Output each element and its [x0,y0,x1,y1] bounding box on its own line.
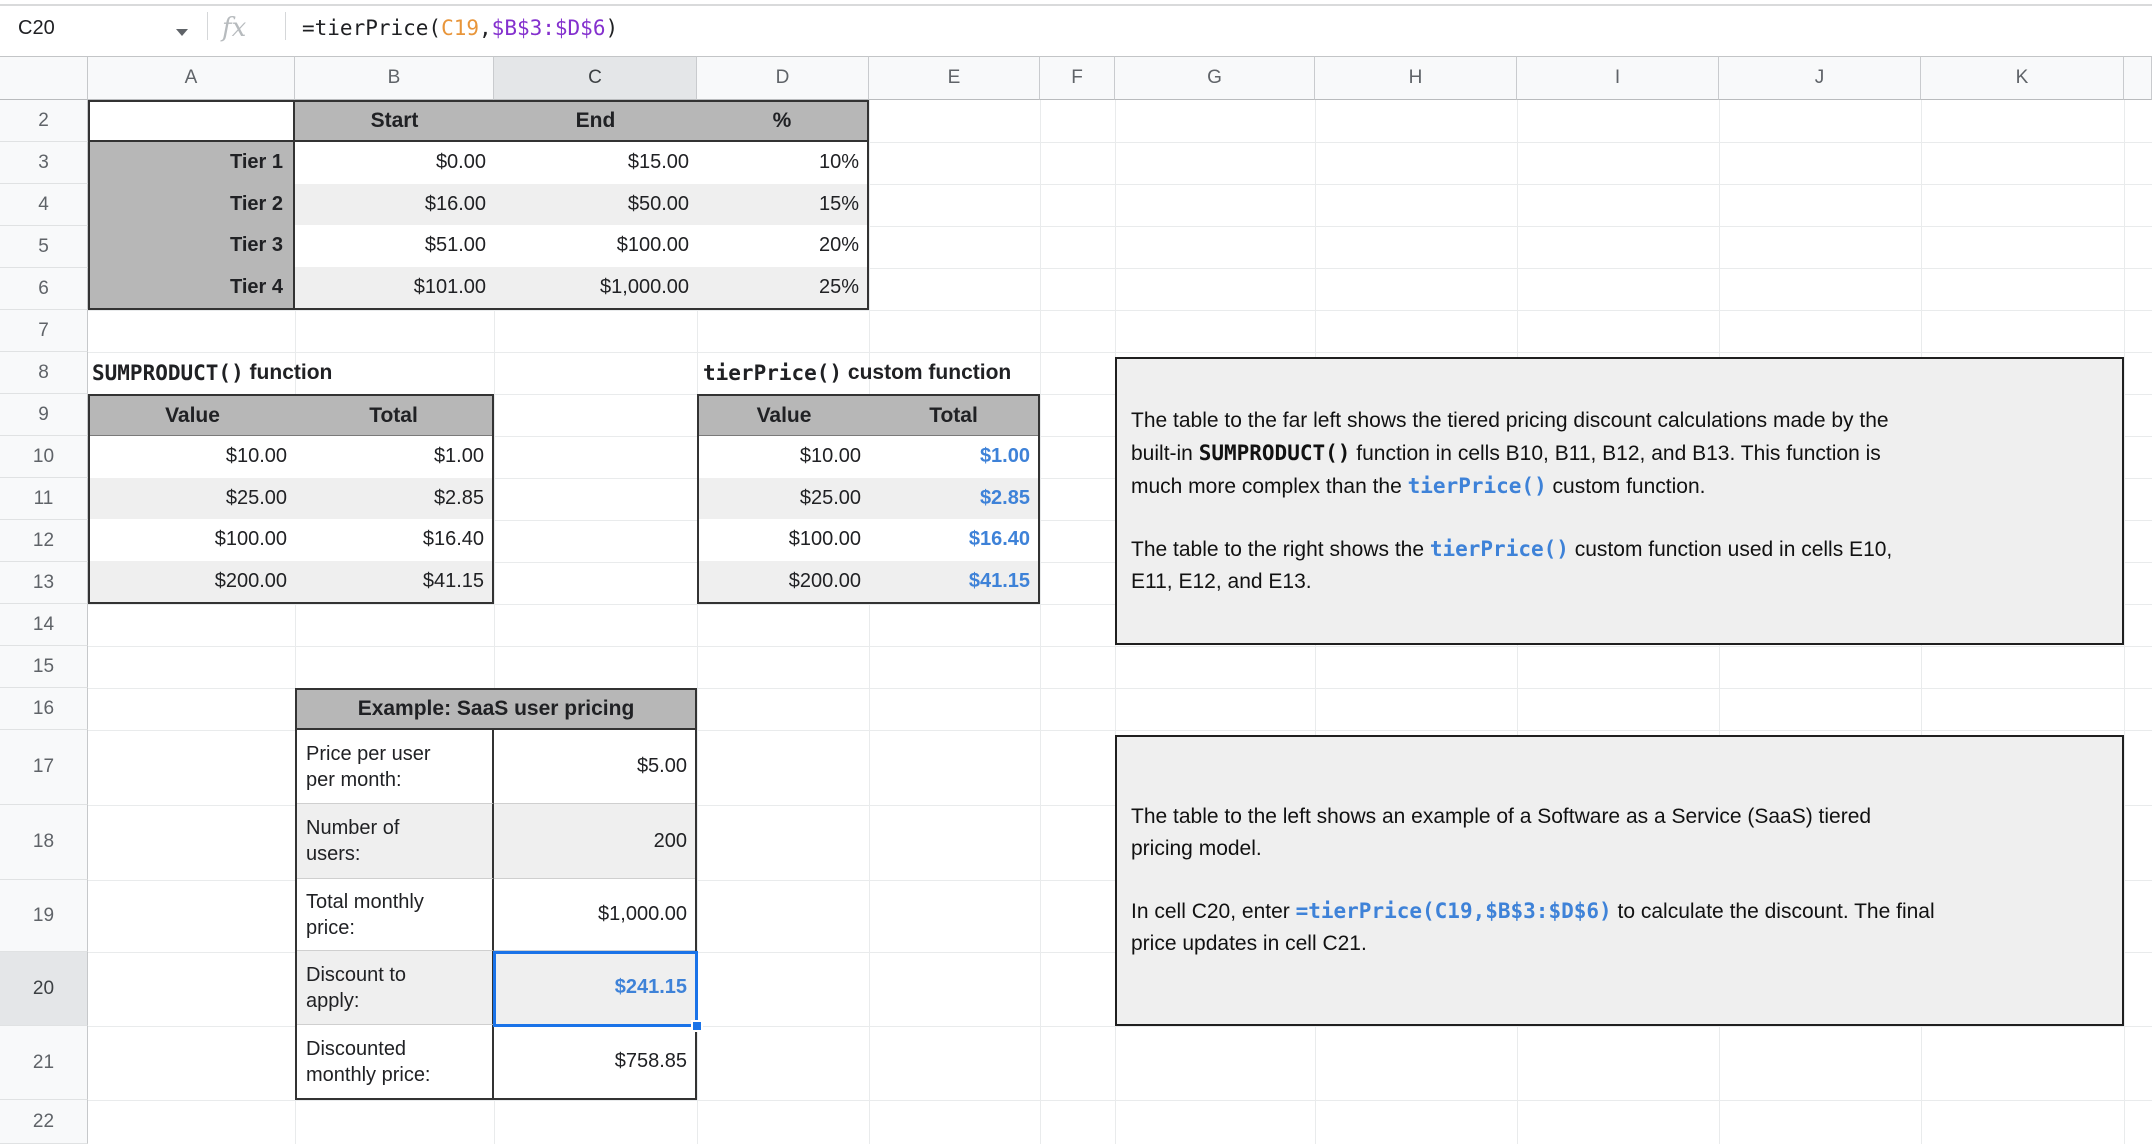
row-header-5[interactable]: 5 [0,226,88,268]
row-header-14[interactable]: 14 [0,604,88,646]
sumproduct-table [88,394,494,604]
row-header-12[interactable]: 12 [0,520,88,562]
tpTable-total-cell[interactable]: $41.15 [869,561,1038,603]
tier-start-cell[interactable]: $0.00 [295,142,494,184]
column-header-k[interactable]: K [1921,56,2124,100]
column-header-j[interactable]: J [1719,56,1921,100]
tierprice-title-code: tierPrice() [703,361,843,385]
row-header-20[interactable]: 20 [0,952,88,1026]
row-header-19[interactable]: 19 [0,880,88,952]
tier-pct-cell[interactable]: 20% [697,225,867,267]
row-header-9[interactable]: 9 [0,394,88,436]
tier-end-cell[interactable]: $50.00 [494,184,697,226]
formula-part: , [479,16,492,40]
tier-table [88,100,869,310]
saas-label-cell[interactable]: Price per user per month: [297,730,494,803]
note-paragraph: The table to the right shows the tierPrice() custom function used in cells E10, E11, E12, and E13. [1131,536,1893,593]
tier-label-cell[interactable]: Tier 3 [90,225,295,267]
tpTable-value-cell[interactable]: $25.00 [699,478,869,520]
toolbar-divider [0,4,2152,6]
row-header-17[interactable]: 17 [0,730,88,805]
row-header-11[interactable]: 11 [0,478,88,520]
tpTable-total-cell[interactable]: $1.00 [869,436,1038,478]
tier-column-header[interactable]: End [494,102,697,142]
column-header-partial[interactable] [2124,56,2152,100]
column-header-d[interactable]: D [697,56,869,100]
row-header-2[interactable]: 2 [0,100,88,142]
note-box-1[interactable] [1115,357,2124,645]
row-header-3[interactable]: 3 [0,142,88,184]
formula-part: =tierPrice( [302,16,442,40]
tpTable-value-cell[interactable]: $10.00 [699,436,869,478]
tier-column-header[interactable]: % [697,102,867,142]
sumTable-total-cell[interactable]: $41.15 [295,561,492,603]
row-header-13[interactable]: 13 [0,562,88,604]
gridline [88,352,2152,353]
tpTable-value-cell[interactable]: $100.00 [699,519,869,561]
separator [285,12,286,40]
tierprice-title[interactable] [703,352,1011,394]
column-header-b[interactable]: B [295,56,494,100]
row-header-4[interactable]: 4 [0,184,88,226]
row-header-6[interactable]: 6 [0,268,88,310]
separator [207,12,208,40]
note-paragraph: The table to the far left shows the tiered pricing discount calculations made by the built-in SUMPRODUCT() function in cells B10, B11, B12, and B13. This function is much more complex than the tierPrice() custom function. [1131,408,1889,498]
formula-input[interactable] [302,8,618,48]
tpTable-column-header[interactable]: Total [869,396,1038,436]
sumproduct-title-rest: function [243,361,333,384]
row-header-10[interactable]: 10 [0,436,88,478]
saas-table [295,688,697,1100]
saas-value-cell[interactable]: $5.00 [494,730,695,803]
note-paragraph: In cell C20, enter =tierPrice(C19,$B$3:$D$6) to calculate the discount. The final price updates in cell C21. [1131,899,1935,955]
select-all-corner[interactable] [0,56,88,100]
saas-label-cell[interactable]: Total monthly price: [297,878,494,950]
row-header-7[interactable]: 7 [0,310,88,352]
note-box-2[interactable] [1115,735,2124,1026]
tier-pct-cell[interactable]: 10% [697,142,867,184]
tpTable-total-cell[interactable]: $2.85 [869,478,1038,520]
row-header-21[interactable]: 21 [0,1026,88,1100]
name-box[interactable] [0,8,200,48]
formula-bar [0,0,2152,55]
fx-icon: fx [222,13,247,43]
formula-part: C19 [441,16,480,40]
sumTable-total-cell[interactable]: $16.40 [295,519,492,561]
saas-table-title[interactable]: Example: SaaS user pricing [297,690,695,730]
column-header-f[interactable]: F [1040,56,1115,100]
chevron-down-icon[interactable] [176,29,188,36]
saas-value-cell[interactable]: $758.85 [494,1024,695,1098]
row-header-15[interactable]: 15 [0,646,88,688]
row-header-22[interactable]: 22 [0,1100,88,1144]
sumproduct-title-code: SUMPRODUCT() [92,361,244,385]
sumTable-value-cell[interactable]: $10.00 [90,436,295,478]
tier-column-header[interactable]: Start [295,102,494,142]
sumTable-total-cell[interactable]: $1.00 [295,436,492,478]
column-header-i[interactable]: I [1517,56,1719,100]
saas-label-cell[interactable]: Discounted monthly price: [297,1024,494,1098]
saas-value-cell[interactable]: $1,000.00 [494,878,695,950]
tier-end-cell[interactable]: $15.00 [494,142,697,184]
gridline [869,100,870,1144]
sumTable-column-header[interactable]: Total [295,396,492,436]
note-paragraph: The table to the left shows an example of a Software as a Service (SaaS) tiered pricing model. [1131,805,1872,860]
saas-label-cell[interactable]: Discount to apply: [297,950,494,1024]
tier-corner-cell[interactable] [90,102,295,142]
tier-start-cell[interactable]: $101.00 [295,267,494,309]
tier-pct-cell[interactable]: 15% [697,184,867,226]
tpTable-value-cell[interactable]: $200.00 [699,561,869,603]
sumTable-value-cell[interactable]: $100.00 [90,519,295,561]
sumTable-value-cell[interactable]: $25.00 [90,478,295,520]
tier-start-cell[interactable]: $16.00 [295,184,494,226]
column-header-e[interactable]: E [869,56,1040,100]
saas-value-cell[interactable]: 200 [494,803,695,878]
sumTable-column-header[interactable]: Value [90,396,295,436]
gridline [88,646,2152,647]
formula-part: ) [605,16,619,40]
saas-value-cell[interactable]: $241.15 [494,950,695,1024]
sumproduct-title[interactable] [92,352,332,394]
gridline [88,1100,2152,1101]
gridline [2124,100,2125,1144]
gridline [1040,100,1041,1144]
sumTable-value-cell[interactable]: $200.00 [90,561,295,603]
tier-label-cell[interactable]: Tier 4 [90,267,295,309]
row-header-18[interactable]: 18 [0,805,88,880]
tier-label-cell[interactable]: Tier 2 [90,184,295,226]
column-header-a[interactable]: A [88,56,295,100]
tpTable-total-cell[interactable]: $16.40 [869,519,1038,561]
sumTable-total-cell[interactable]: $2.85 [295,478,492,520]
column-header-h[interactable]: H [1315,56,1517,100]
gridline [88,310,2152,311]
saas-label-cell[interactable]: Number of users: [297,803,494,878]
tierprice-title-rest: custom function [842,361,1012,384]
tier-pct-cell[interactable]: 25% [697,267,867,309]
tier-end-cell[interactable]: $1,000.00 [494,267,697,309]
formula-part: $B$3:$D$6 [491,16,606,40]
column-header-c[interactable]: C [494,56,697,100]
tier-start-cell[interactable]: $51.00 [295,225,494,267]
column-header-g[interactable]: G [1115,56,1315,100]
name-box-value: C20 [18,16,55,39]
row-header-8[interactable]: 8 [0,352,88,394]
tier-label-cell[interactable]: Tier 1 [90,142,295,184]
tpTable-column-header[interactable]: Value [699,396,869,436]
tier-end-cell[interactable]: $100.00 [494,225,697,267]
row-header-16[interactable]: 16 [0,688,88,730]
tierprice-table [697,394,1040,604]
